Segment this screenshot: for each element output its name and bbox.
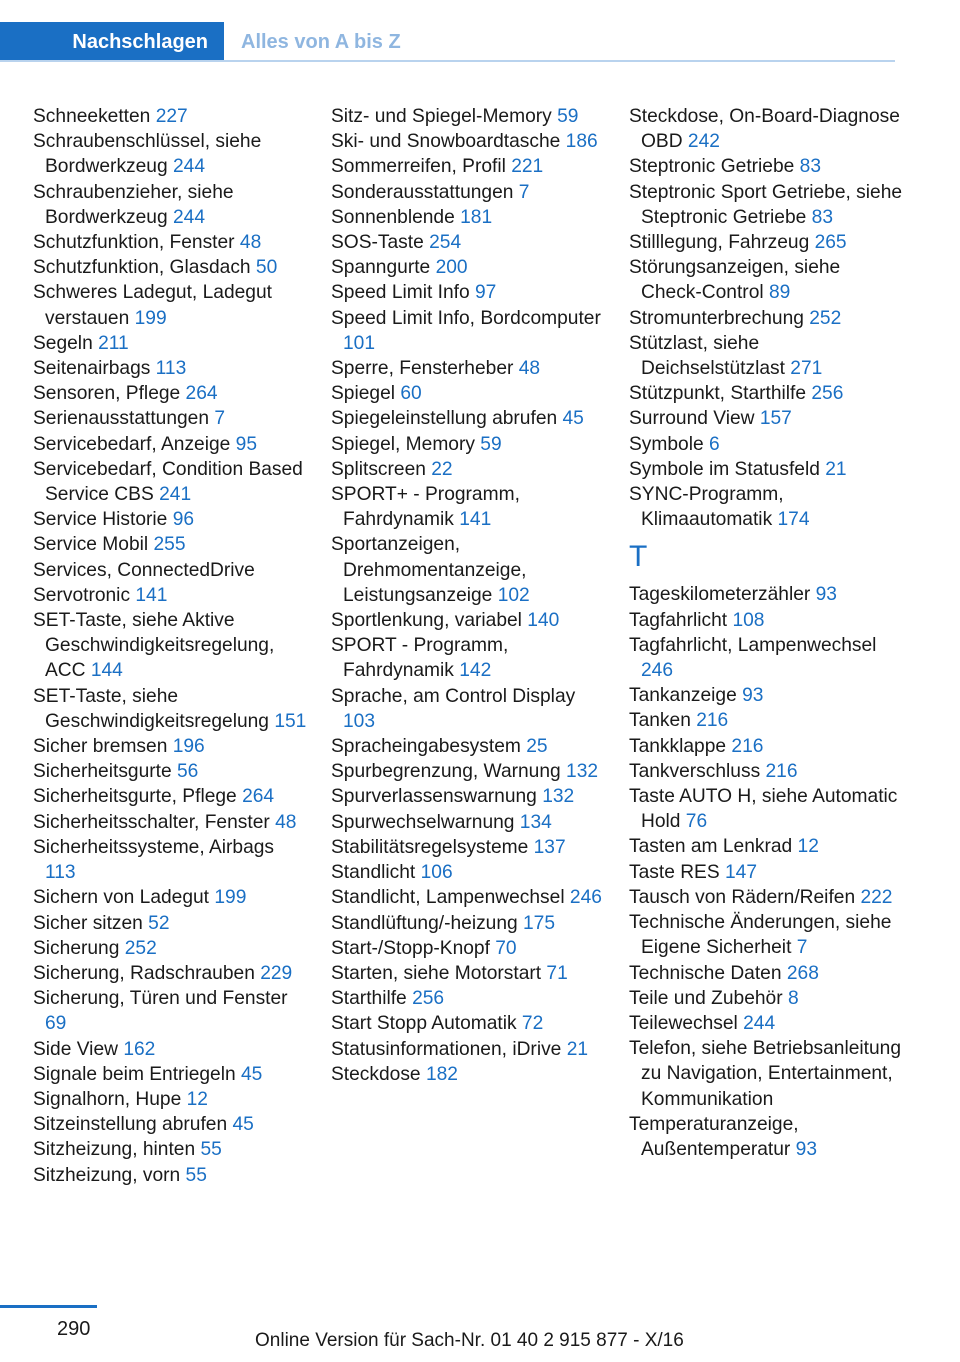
page-reference-link[interactable]: 48 bbox=[239, 232, 262, 254]
page-reference-link[interactable]: 93 bbox=[742, 685, 764, 707]
index-entry bbox=[33, 1137, 308, 1162]
page-reference-link[interactable]: 144 bbox=[90, 660, 123, 682]
index-term: Sommerreifen, Profil bbox=[331, 156, 512, 178]
index-column-2 bbox=[331, 104, 606, 1087]
index-entry bbox=[33, 1163, 308, 1188]
page-reference-link[interactable]: 246 bbox=[569, 887, 602, 909]
index-entry bbox=[331, 230, 606, 255]
page-reference-link[interactable]: 22 bbox=[431, 458, 453, 480]
page-reference-link[interactable]: 216 bbox=[696, 710, 729, 732]
index-term: Tankverschluss bbox=[629, 760, 766, 782]
index-term: Telefon, siehe Betriebsanleitung zu Navigation, Entertainment, Kommunikation bbox=[629, 1038, 902, 1110]
index-term: Segeln bbox=[33, 332, 99, 354]
index-entry bbox=[629, 683, 904, 708]
index-entry bbox=[629, 986, 904, 1011]
index-entry bbox=[331, 608, 606, 633]
index-term: Speed Limit Info, Bordcomputer bbox=[331, 307, 601, 329]
index-term: Side View bbox=[33, 1038, 124, 1060]
page-reference-link[interactable]: 113 bbox=[155, 358, 187, 380]
index-entry bbox=[629, 180, 904, 230]
page-reference-link[interactable]: 265 bbox=[814, 232, 847, 254]
index-entry bbox=[331, 835, 606, 860]
index-entry bbox=[33, 986, 308, 1036]
index-entry bbox=[331, 734, 606, 759]
index-term: Temperaturanzeige, Außentemperatur bbox=[629, 1113, 799, 1160]
index-term: SPORT - Programm, Fahrdynamik bbox=[331, 635, 509, 682]
index-term: Tasten am Lenkrad bbox=[629, 836, 798, 858]
index-term: Spracheingabesystem bbox=[331, 736, 527, 758]
index-entry bbox=[33, 608, 308, 684]
index-term: Sicherheitsgurte, Pflege bbox=[33, 786, 243, 808]
index-entry bbox=[331, 633, 606, 683]
page-reference-link[interactable]: 268 bbox=[786, 962, 819, 984]
page-reference-link[interactable]: 69 bbox=[45, 1013, 67, 1035]
index-entry bbox=[331, 810, 606, 835]
index-entry bbox=[331, 306, 606, 356]
index-term: Services, ConnectedDrive bbox=[33, 559, 255, 581]
index-entry bbox=[33, 810, 308, 835]
page-reference-link[interactable]: 216 bbox=[731, 735, 764, 757]
index-entry bbox=[629, 885, 904, 910]
page-number: 290 bbox=[57, 1318, 91, 1340]
index-entry bbox=[629, 457, 904, 482]
index-term: Sichern von Ladegut bbox=[33, 887, 215, 909]
page-reference-link[interactable]: 227 bbox=[155, 106, 188, 127]
index-term: Stilllegung, Fahrzeug bbox=[629, 232, 815, 254]
index-term: Taste RES bbox=[629, 861, 725, 883]
index-term: Standlicht, Lampenwechsel bbox=[331, 887, 570, 909]
page-reference-link[interactable]: 52 bbox=[148, 912, 170, 934]
page-reference-link[interactable]: 216 bbox=[765, 760, 798, 782]
index-term: Splitscreen bbox=[331, 458, 432, 480]
index-entry bbox=[629, 759, 904, 784]
index-term: SET-Taste, siehe Geschwindigkeitsregelung bbox=[33, 685, 275, 732]
index-term: Speed Limit Info bbox=[331, 282, 475, 304]
index-entry bbox=[33, 331, 308, 356]
index-entry bbox=[331, 1062, 606, 1087]
page-reference-link[interactable]: 7 bbox=[796, 937, 808, 959]
index-entry bbox=[33, 381, 308, 406]
page-reference-link[interactable]: 147 bbox=[724, 861, 757, 883]
index-entry bbox=[331, 255, 606, 280]
page-reference-link[interactable]: 102 bbox=[497, 584, 530, 606]
page-reference-link[interactable]: 181 bbox=[460, 206, 493, 228]
index-entry bbox=[33, 759, 308, 784]
index-term: Sitz- und Spiegel-Memory bbox=[331, 106, 558, 127]
index-term: Sicherung, Radschrauben bbox=[33, 962, 261, 984]
index-entry bbox=[33, 1037, 308, 1062]
index-entry bbox=[629, 255, 904, 305]
index-term: Service Historie bbox=[33, 509, 173, 531]
page-reference-link[interactable]: 93 bbox=[815, 584, 837, 606]
page-reference-link[interactable]: 7 bbox=[518, 181, 530, 203]
index-entry bbox=[629, 910, 904, 960]
index-term: Tagfahrlicht, Lampenwechsel bbox=[629, 634, 877, 656]
index-entry bbox=[629, 582, 904, 607]
index-term: Störungsanzeigen, siehe Check-Control bbox=[629, 257, 841, 304]
page-reference-link[interactable]: 12 bbox=[797, 836, 819, 858]
page-reference-link[interactable]: 60 bbox=[400, 383, 422, 405]
page-reference-link[interactable]: 244 bbox=[172, 206, 205, 228]
page-reference-link[interactable]: 256 bbox=[412, 988, 445, 1010]
index-term: Signalhorn, Hupe bbox=[33, 1088, 187, 1110]
index-term: Technische Daten bbox=[629, 962, 787, 984]
index-term: Technische Änderungen, siehe Eigene Sicherheit bbox=[629, 912, 892, 959]
index-letter-heading: T bbox=[629, 540, 648, 574]
page-reference-link[interactable]: 108 bbox=[732, 609, 765, 631]
index-term: Tankanzeige bbox=[629, 685, 743, 707]
index-entry bbox=[331, 180, 606, 205]
index-term: Tagfahrlicht bbox=[629, 609, 733, 631]
page-reference-link[interactable]: 141 bbox=[459, 509, 492, 531]
page-reference-link[interactable]: 140 bbox=[527, 610, 560, 632]
page-reference-link[interactable]: 252 bbox=[124, 937, 157, 959]
index-term: Sicher sitzen bbox=[33, 912, 149, 934]
index-entry bbox=[33, 961, 308, 986]
index-term: Serienausstattungen bbox=[33, 408, 215, 430]
index-column-1 bbox=[33, 104, 308, 1188]
page-reference-link[interactable]: 59 bbox=[480, 433, 502, 455]
index-entry bbox=[33, 406, 308, 431]
index-term: Tageskilometerzähler bbox=[629, 584, 816, 606]
index-entry bbox=[331, 784, 606, 809]
index-entry bbox=[33, 583, 308, 608]
index-entry bbox=[331, 457, 606, 482]
index-term: SYNC-Programm, Klimaautomatik bbox=[629, 484, 784, 531]
page-reference-link[interactable]: 222 bbox=[860, 886, 893, 908]
index-entry bbox=[629, 306, 904, 331]
index-entry bbox=[629, 860, 904, 885]
index-term: Taste AUTO H, siehe Automatic Hold bbox=[629, 786, 898, 833]
page-reference-link[interactable]: 141 bbox=[135, 584, 168, 606]
page-reference-link[interactable]: 182 bbox=[425, 1063, 458, 1085]
index-term: Tanken bbox=[629, 710, 697, 732]
index-term: Stromunterbrechung bbox=[629, 307, 810, 329]
index-entry bbox=[33, 356, 308, 381]
tab-nachschlagen[interactable]: Nachschlagen bbox=[0, 22, 224, 62]
page-reference-link[interactable]: 186 bbox=[565, 131, 598, 153]
page-reference-link[interactable]: 56 bbox=[176, 761, 199, 783]
page-reference-link[interactable]: 157 bbox=[759, 408, 792, 430]
page-reference-link[interactable]: 256 bbox=[811, 383, 844, 405]
online-version-note: Online Version für Sach-Nr. 01 40 2 915 877 - X/16 bbox=[255, 1330, 684, 1351]
index-entry bbox=[629, 784, 904, 834]
index-term: Seitenairbags bbox=[33, 358, 156, 380]
index-term: Sicherheitsschalter, Fenster bbox=[33, 811, 276, 833]
index-entry bbox=[33, 734, 308, 759]
index-term: Steckdose, On-Board-Diagnose OBD bbox=[629, 106, 900, 153]
page-reference-link[interactable]: 221 bbox=[511, 156, 544, 178]
page-reference-link[interactable]: 6 bbox=[708, 433, 720, 455]
page-reference-link[interactable]: 70 bbox=[495, 937, 517, 959]
index-entry bbox=[33, 835, 308, 885]
page-reference-link[interactable]: 72 bbox=[521, 1013, 544, 1035]
page-reference-link[interactable]: 48 bbox=[275, 811, 297, 833]
page-reference-link[interactable]: 162 bbox=[123, 1038, 156, 1060]
index-term: Service Mobil bbox=[33, 534, 154, 556]
page-reference-link[interactable]: 151 bbox=[274, 710, 307, 732]
page-reference-link[interactable]: 8 bbox=[787, 987, 799, 1009]
index-term: Teilewechsel bbox=[629, 1012, 744, 1034]
index-entry bbox=[629, 1036, 904, 1112]
index-term: Schutzfunktion, Glasdach bbox=[33, 257, 256, 279]
index-entry bbox=[629, 633, 904, 683]
index-term: Spurverlassenswarnung bbox=[331, 786, 543, 808]
index-term: Steptronic Getriebe bbox=[629, 156, 800, 178]
page-reference-link[interactable]: 25 bbox=[526, 736, 548, 758]
page-reference-link[interactable]: 21 bbox=[825, 458, 847, 480]
page-reference-link[interactable]: 244 bbox=[172, 156, 205, 178]
index-term: Spanngurte bbox=[331, 257, 436, 279]
index-term: Spurwechselwarnung bbox=[331, 811, 520, 833]
page-reference-link[interactable]: 59 bbox=[557, 106, 579, 127]
page-reference-link[interactable]: 76 bbox=[685, 811, 708, 833]
index-entry bbox=[331, 1037, 606, 1062]
index-term: Stützlast, siehe Deichselstützlast bbox=[629, 332, 791, 380]
index-term: Starten, siehe Motorstart bbox=[331, 962, 547, 984]
index-entry bbox=[331, 532, 606, 608]
page-reference-link[interactable]: 264 bbox=[242, 786, 275, 808]
index-entry bbox=[33, 532, 308, 557]
index-term: Tausch von Rädern/Reifen bbox=[629, 886, 861, 908]
index-term: Standlüftung/-heizung bbox=[331, 912, 524, 934]
page-reference-link[interactable]: 113 bbox=[45, 862, 76, 884]
index-term: Standlicht bbox=[331, 862, 421, 884]
index-term: Sprache, am Control Display bbox=[331, 685, 576, 707]
page-reference-link[interactable]: 255 bbox=[153, 534, 186, 556]
index-entry bbox=[33, 280, 308, 330]
index-entry bbox=[33, 885, 308, 910]
page-reference-link[interactable]: 246 bbox=[641, 660, 674, 682]
index-term: Sonnenblende bbox=[331, 206, 461, 228]
index-term: Servotronic bbox=[33, 584, 136, 606]
index-entry bbox=[33, 558, 308, 583]
page-reference-link[interactable]: 175 bbox=[523, 912, 556, 934]
page-reference-link[interactable]: 12 bbox=[186, 1088, 208, 1110]
index-term: Start Stopp Automatik bbox=[331, 1013, 522, 1035]
index-term: Signale beim Entriegeln bbox=[33, 1063, 241, 1085]
index-term: Sitzheizung, vorn bbox=[33, 1164, 186, 1186]
index-term: Statusinformationen, iDrive bbox=[331, 1038, 567, 1060]
index-entry bbox=[331, 129, 606, 154]
index-entry bbox=[331, 205, 606, 230]
page-reference-link[interactable]: 199 bbox=[214, 887, 247, 909]
index-term: Sicherung bbox=[33, 937, 125, 959]
page-reference-link[interactable]: 45 bbox=[232, 1114, 254, 1136]
index-entry bbox=[33, 457, 308, 507]
page-reference-link[interactable]: 134 bbox=[519, 811, 552, 833]
index-entry bbox=[331, 280, 606, 305]
index-entry bbox=[331, 406, 606, 431]
index-entry bbox=[331, 759, 606, 784]
index-entry bbox=[629, 381, 904, 406]
index-term: Sicherheitssysteme, Airbags bbox=[33, 836, 275, 858]
index-term: Sicherheitsgurte bbox=[33, 761, 177, 783]
index-entry bbox=[629, 432, 904, 457]
page-reference-link[interactable]: 50 bbox=[255, 257, 278, 279]
page-reference-link[interactable]: 132 bbox=[542, 786, 575, 808]
page-reference-link[interactable]: 48 bbox=[518, 358, 541, 380]
page-reference-link[interactable]: 264 bbox=[185, 383, 218, 405]
index-term: Schraubenzieher, siehe Bordwerkzeug bbox=[33, 181, 234, 228]
page-reference-link[interactable]: 71 bbox=[546, 962, 568, 984]
index-entry bbox=[331, 911, 606, 936]
page-reference-link[interactable]: 211 bbox=[98, 332, 129, 354]
page-reference-link[interactable]: 89 bbox=[768, 282, 791, 304]
index-term: Symbole im Statusfeld bbox=[629, 458, 826, 480]
page-reference-link[interactable]: 101 bbox=[343, 332, 376, 354]
index-entry bbox=[629, 734, 904, 759]
index-entry bbox=[33, 1062, 308, 1087]
page-reference-link[interactable]: 55 bbox=[185, 1164, 207, 1186]
index-entry bbox=[629, 834, 904, 859]
index-term: Stützpunkt, Starthilfe bbox=[629, 383, 812, 405]
page-reference-link[interactable]: 97 bbox=[475, 282, 497, 304]
page-reference-link[interactable]: 229 bbox=[260, 962, 293, 984]
index-entry bbox=[629, 961, 904, 986]
page-reference-link[interactable]: 132 bbox=[566, 761, 599, 783]
index-term: Sicher bremsen bbox=[33, 736, 173, 758]
index-term: Sitzheizung, hinten bbox=[33, 1139, 201, 1161]
page-reference-link[interactable]: 244 bbox=[743, 1012, 776, 1034]
index-entry bbox=[33, 104, 308, 129]
index-term: Spurbegrenzung, Warnung bbox=[331, 761, 567, 783]
index-entry bbox=[629, 230, 904, 255]
index-entry bbox=[629, 1112, 904, 1162]
index-term: Sensoren, Pflege bbox=[33, 383, 186, 405]
index-term: Sperre, Fensterheber bbox=[331, 358, 519, 380]
index-term: Sicherung, Türen und Fenster bbox=[33, 988, 288, 1010]
index-term: SOS-Taste bbox=[331, 232, 430, 254]
index-entry bbox=[629, 1011, 904, 1036]
index-term: Sonderausstattungen bbox=[331, 181, 519, 203]
index-term: Surround View bbox=[629, 408, 760, 430]
page-header bbox=[0, 22, 895, 62]
index-term: Servicebedarf, Anzeige bbox=[33, 433, 236, 455]
index-term: Start-/Stopp-Knopf bbox=[331, 937, 496, 959]
index-entry bbox=[33, 230, 308, 255]
index-term: SET-Taste, siehe Aktive Geschwindigkeitsregelung, ACC bbox=[33, 610, 275, 682]
index-term: Schneeketten bbox=[33, 106, 156, 127]
page-reference-link[interactable]: 7 bbox=[214, 408, 226, 430]
index-entry bbox=[629, 331, 904, 381]
page-reference-link[interactable]: 45 bbox=[562, 408, 584, 430]
index-term: Schraubenschlüssel, siehe Bordwerkzeug bbox=[33, 131, 262, 178]
index-entry bbox=[33, 129, 308, 179]
index-entry bbox=[331, 961, 606, 986]
index-entry bbox=[33, 1087, 308, 1112]
index-entry bbox=[331, 986, 606, 1011]
index-entry bbox=[33, 180, 308, 230]
index-term: Schweres Ladegut, Ladegut verstauen bbox=[33, 282, 272, 329]
index-term: Steptronic Sport Getriebe, siehe Steptronic Getriebe bbox=[629, 181, 903, 228]
page-reference-link[interactable]: 271 bbox=[790, 358, 823, 380]
index-column-3 bbox=[629, 104, 904, 1162]
index-entry bbox=[331, 432, 606, 457]
page-reference-link[interactable]: 254 bbox=[429, 232, 462, 254]
index-term: Ski- und Snowboardtasche bbox=[331, 131, 566, 153]
header-divider bbox=[0, 60, 895, 62]
page-reference-link[interactable]: 174 bbox=[777, 509, 810, 531]
index-term: SPORT+ - Programm, Fahrdynamik bbox=[331, 484, 520, 531]
index-term: Schutzfunktion, Fenster bbox=[33, 232, 240, 254]
index-term: Starthilfe bbox=[331, 988, 413, 1010]
index-term: Steckdose bbox=[331, 1063, 426, 1085]
page-reference-link[interactable]: 200 bbox=[435, 257, 468, 279]
index-term: Sportanzeigen, Drehmomentanzeige, Leistungsanzeige bbox=[331, 534, 527, 606]
index-term: Spiegel bbox=[331, 383, 401, 405]
index-term: Stabilitätsregelsysteme bbox=[331, 836, 534, 858]
index-term: Teile und Zubehör bbox=[629, 987, 788, 1009]
page-reference-link[interactable]: 137 bbox=[533, 836, 566, 858]
page-reference-link[interactable]: 106 bbox=[420, 862, 453, 884]
index-entry bbox=[33, 255, 308, 280]
page-reference-link[interactable]: 83 bbox=[799, 156, 821, 178]
page-reference-link[interactable]: 55 bbox=[200, 1139, 222, 1161]
index-entry bbox=[629, 406, 904, 431]
index-term: Servicebedarf, Condition Based Service CBS bbox=[33, 458, 303, 506]
index-entry bbox=[331, 104, 606, 129]
page-reference-link[interactable]: 93 bbox=[795, 1138, 817, 1160]
page-reference-link[interactable]: 95 bbox=[235, 433, 258, 455]
index-term: Spiegel, Memory bbox=[331, 433, 481, 455]
index-entry bbox=[331, 381, 606, 406]
index-term: Sitzeinstellung abrufen bbox=[33, 1114, 233, 1136]
page-reference-link[interactable]: 142 bbox=[459, 660, 492, 682]
index-term: Spiegeleinstellung abrufen bbox=[331, 408, 563, 430]
index-entry bbox=[331, 154, 606, 179]
page-reference-link[interactable]: 252 bbox=[809, 307, 842, 329]
footer-divider bbox=[0, 1305, 97, 1308]
index-entry bbox=[331, 1011, 606, 1036]
page-reference-link[interactable]: 96 bbox=[172, 509, 195, 531]
index-entry bbox=[629, 482, 904, 532]
page-reference-link[interactable]: 242 bbox=[687, 131, 720, 153]
index-entry bbox=[331, 860, 606, 885]
index-entry bbox=[33, 507, 308, 532]
index-entry bbox=[629, 154, 904, 179]
page-reference-link[interactable]: 83 bbox=[811, 206, 833, 228]
index-term: Sportlenkung, variabel bbox=[331, 610, 528, 632]
index-entry bbox=[33, 911, 308, 936]
page-reference-link[interactable]: 199 bbox=[134, 307, 167, 329]
index-entry bbox=[629, 104, 904, 154]
index-entry bbox=[33, 936, 308, 961]
index-entry bbox=[331, 885, 606, 910]
index-entry bbox=[33, 684, 308, 734]
index-entry bbox=[331, 936, 606, 961]
index-entry bbox=[331, 356, 606, 381]
index-entry bbox=[629, 708, 904, 733]
index-entry bbox=[33, 432, 308, 457]
index-entry bbox=[629, 608, 904, 633]
index-entry bbox=[33, 1112, 308, 1137]
page-reference-link[interactable]: 103 bbox=[343, 710, 376, 732]
tab-alles-von-a-bis-z[interactable]: Alles von A bis Z bbox=[241, 30, 401, 53]
index-entry bbox=[331, 684, 606, 734]
index-entry bbox=[331, 482, 606, 532]
page-reference-link[interactable]: 196 bbox=[172, 736, 205, 758]
page-reference-link[interactable]: 21 bbox=[566, 1038, 589, 1060]
index-term: Symbole bbox=[629, 433, 709, 455]
index-entry bbox=[33, 784, 308, 809]
index-term: Tankklappe bbox=[629, 735, 732, 757]
page-reference-link[interactable]: 241 bbox=[159, 484, 192, 506]
page-reference-link[interactable]: 45 bbox=[241, 1063, 263, 1085]
